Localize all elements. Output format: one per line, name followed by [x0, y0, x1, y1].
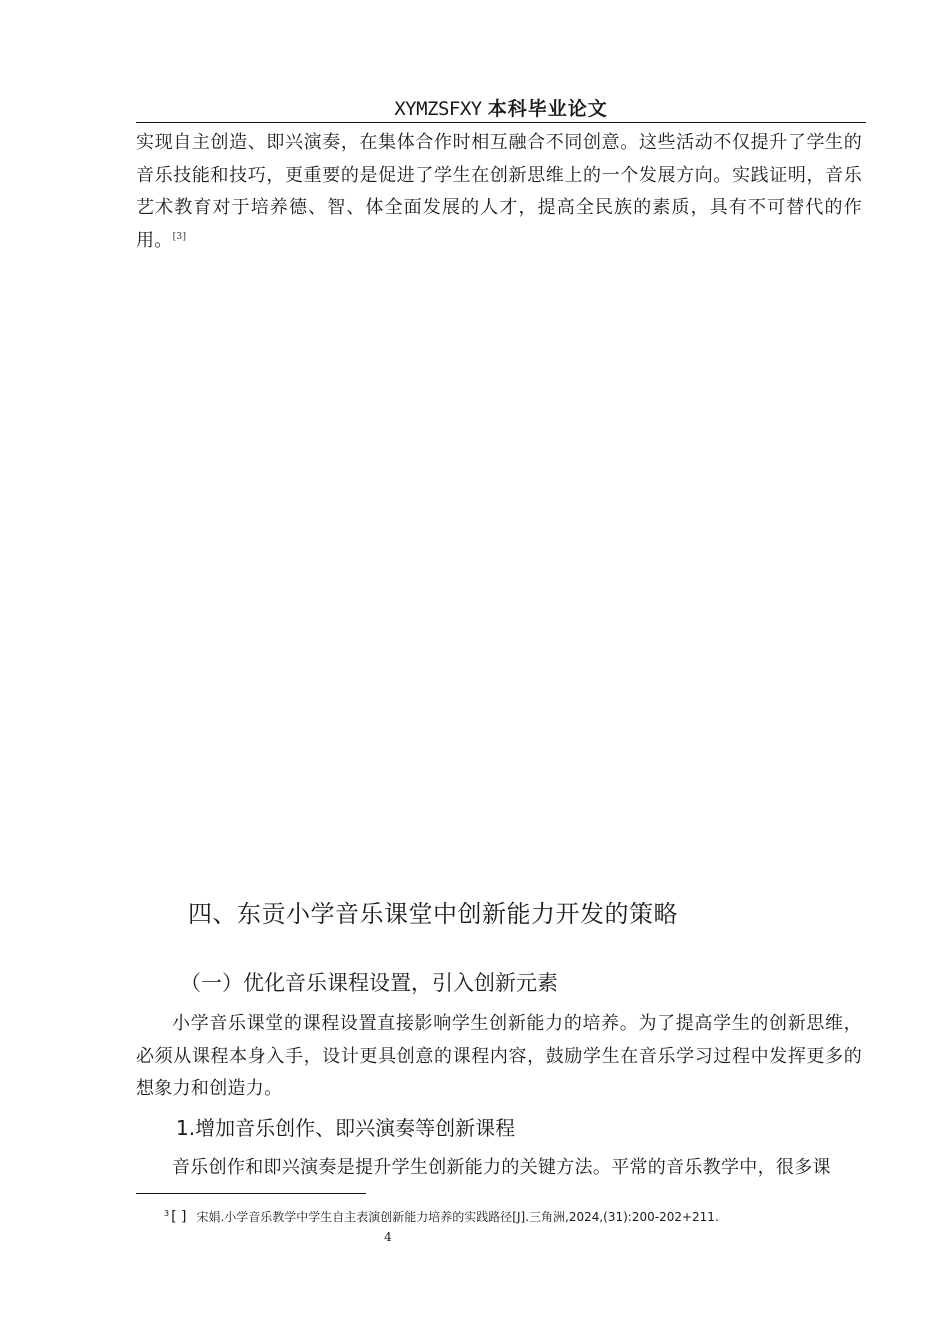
subsection-heading: （一）优化音乐课程设置，引入创新元素: [180, 971, 558, 995]
citation-mark: [3]: [172, 231, 187, 242]
top-paragraph: [136, 127, 862, 257]
header-thesis-label: 本科毕业论文: [487, 98, 608, 120]
page-header: [136, 96, 866, 123]
header-school-code: XYMZSFXY: [394, 98, 482, 120]
footnote-mark: 3: [164, 1209, 170, 1218]
item-heading: 1.增加音乐创作、即兴演奏等创新课程: [176, 1116, 516, 1140]
item-paragraph: 音乐创作和即兴演奏是提升学生创新能力的关键方法。平常的音乐教学中，很多课: [172, 1157, 831, 1178]
section-heading: 四、东贡小学音乐课堂中创新能力开发的策略: [188, 900, 678, 928]
footnote-text: 宋娟.小学音乐教学中学生自主表演创新能力培养的实践路径[J].三角洲,2024,(31):200-202+211.: [196, 1210, 719, 1224]
footnote: [164, 1207, 719, 1227]
top-paragraph-text: 实现自主创造、即兴演奏，在集体合作时相互融合不同创意。这些活动不仅提升了学生的音乐技能和技巧，更重要的是促进了学生在创新思维上的一个发展方向。实践证明，音乐艺术教育对于培养德、智、体全面发展的人才，提高全民族的素质，具有不可替代的作用。: [136, 132, 862, 251]
page-number: 4: [384, 1230, 392, 1244]
footnote-bracket: [ ]: [171, 1209, 187, 1225]
subsection-paragraph: 小学音乐课堂的课程设置直接影响学生创新能力的培养。为了提高学生的创新思维，必须从课程本身入手，设计更具创意的课程内容，鼓励学生在音乐学习过程中发挥更多的想象力和创造力。: [136, 1013, 862, 1099]
footnote-divider: [136, 1193, 366, 1194]
